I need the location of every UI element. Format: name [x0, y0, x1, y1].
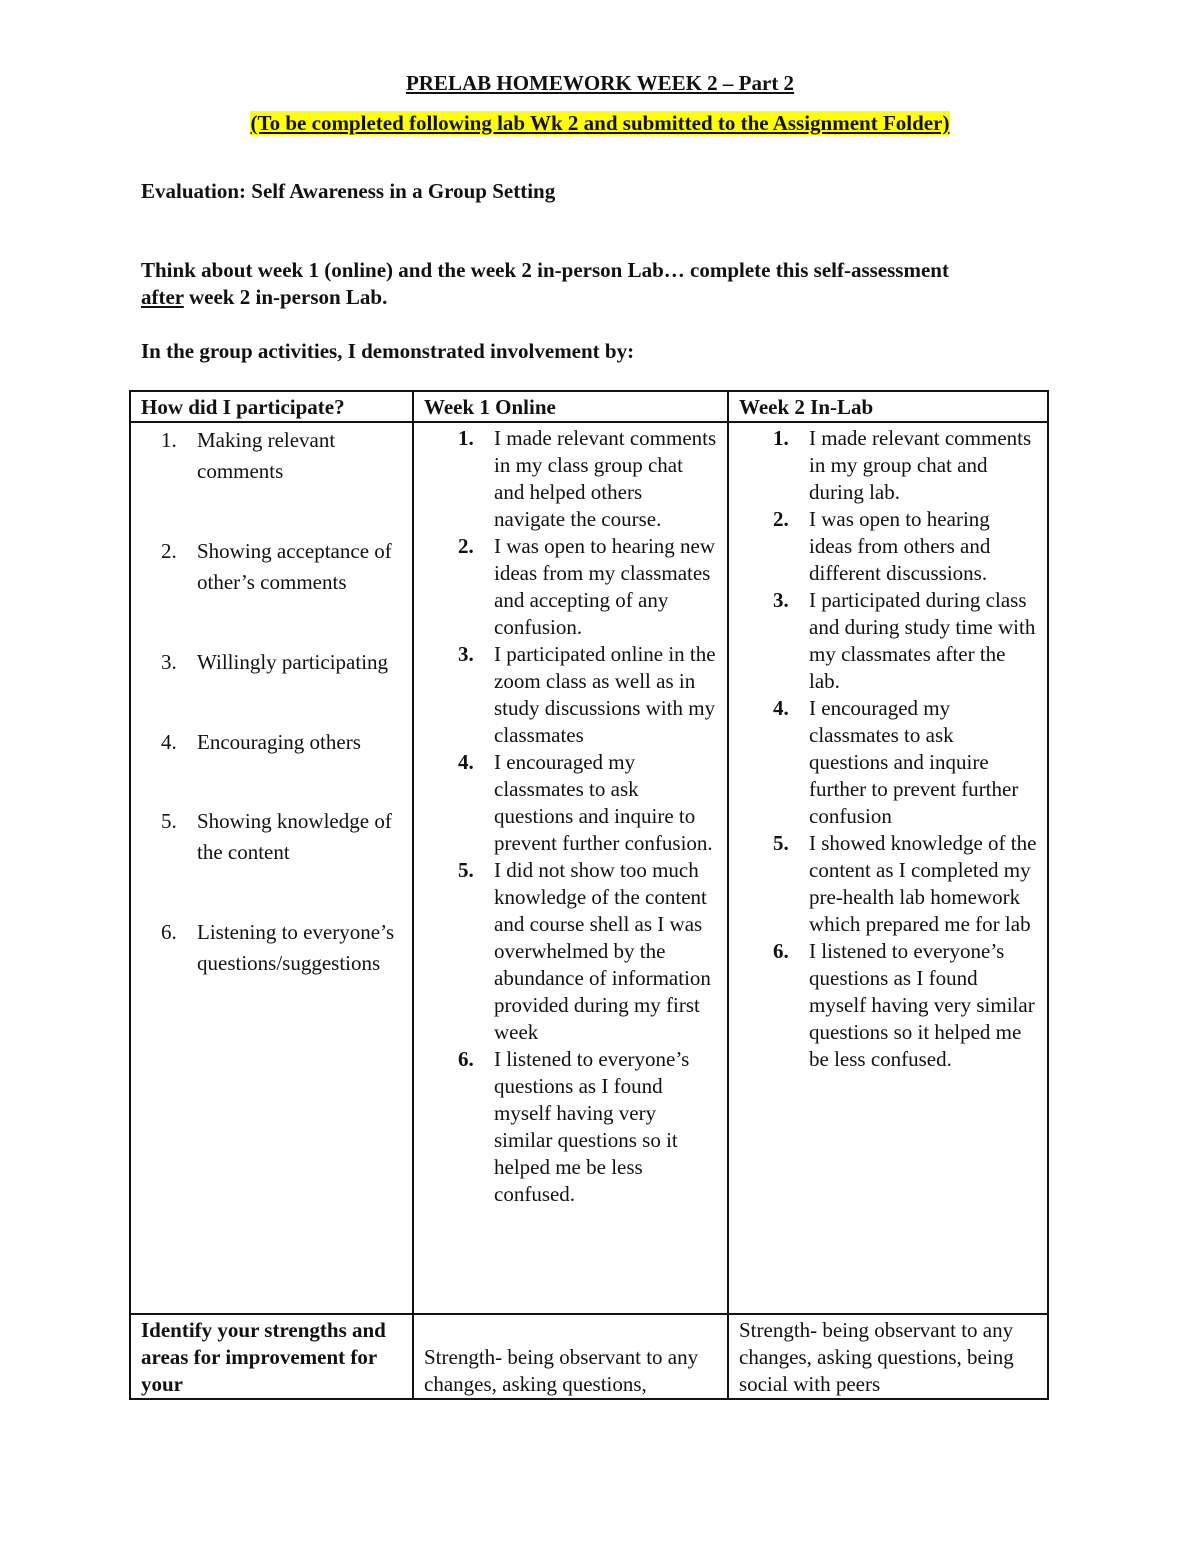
week2-list — [729, 425, 1047, 1073]
instructions-after: after — [141, 285, 184, 309]
list-item: 2. I was open to hearing new ideas from my classmates and accepting of any confusion. — [458, 534, 716, 639]
instruction-highlight — [0, 110, 1200, 137]
list-item: 4. I encouraged my classmates to ask questions and inquire to prevent further confusion. — [458, 750, 713, 855]
list-item: 2. I was open to hearing ideas from others and different discussions. — [773, 507, 991, 585]
list-item: 3. I participated online in the zoom class as well as in study discussions with my classmates — [458, 642, 716, 747]
list-item: 1. I made relevant comments in my class group chat and helped others navigate the course. — [458, 426, 717, 531]
instructions-paragraph — [141, 257, 1061, 311]
week1-list — [414, 425, 727, 1208]
list-item: 5. I showed knowledge of the content as I completed my pre-health lab homework which prepared me for lab — [773, 831, 1037, 936]
list-item: 3. Willingly participating — [161, 650, 389, 674]
self-assessment-table — [129, 390, 1049, 1400]
list-item: 2. Showing acceptance of other’s comments — [161, 539, 392, 594]
strengths-week2-cell: Strength- being observant to any changes, asking questions, being social with peers — [728, 1314, 1048, 1399]
involvement-heading: In the group activities, I demonstrated involvement by: — [141, 339, 635, 363]
instructions-main: Think about week 1 (online) and the week 2 in-person Lab… complete this self-assessment — [141, 258, 949, 282]
list-item: 5. I did not show too much knowledge of the content and course shell as I was overwhelmed by the abundance of information provided during my first week — [458, 858, 711, 1044]
list-item: 5. Showing knowledge of the content — [161, 809, 392, 864]
table-row — [130, 1314, 1048, 1399]
evaluation-heading: Evaluation: Self Awareness in a Group Setting — [141, 179, 556, 203]
criteria-list — [131, 425, 412, 979]
document-title: PRELAB HOMEWORK WEEK 2 – Part 2 — [405, 71, 795, 95]
list-item: 6. I listened to everyone’s questions as I found myself having very similar questions so it helped me be less confused. — [773, 939, 1035, 1071]
list-item: 3. I participated during class and during study time with my classmates after the lab. — [773, 588, 1036, 693]
header-cell-participate: How did I participate? — [130, 391, 413, 422]
list-item: 1. I made relevant comments in my group chat and during lab. — [773, 426, 1032, 504]
strengths-week1-cell: Strength- being observant to any changes, asking questions, — [413, 1314, 728, 1399]
table-header-row — [130, 391, 1048, 422]
week2-cell — [728, 422, 1048, 1314]
instructions-rest: week 2 in-person Lab. — [183, 285, 388, 309]
header-cell-week1: Week 1 Online — [413, 391, 728, 422]
list-item: 4. I encouraged my classmates to ask questions and inquire further to prevent further confusion — [773, 696, 1019, 828]
strengths-label-cell: Identify your strengths and areas for improvement for your — [130, 1314, 413, 1399]
subtitle-text: (To be completed following lab Wk 2 and submitted to the Assignment Folder) — [250, 111, 950, 135]
list-item: 4. Encouraging others — [161, 730, 361, 754]
criteria-cell — [130, 422, 413, 1314]
week1-cell — [413, 422, 728, 1314]
list-item: 6. Listening to everyone’s questions/suggestions — [161, 920, 395, 975]
table-row — [130, 422, 1048, 1314]
header-cell-week2: Week 2 In-Lab — [728, 391, 1048, 422]
list-item: 1. Making relevant comments — [161, 428, 336, 483]
list-item: 6. I listened to everyone’s questions as I found myself having very similar questions so it helped me be less confused. — [458, 1047, 690, 1206]
